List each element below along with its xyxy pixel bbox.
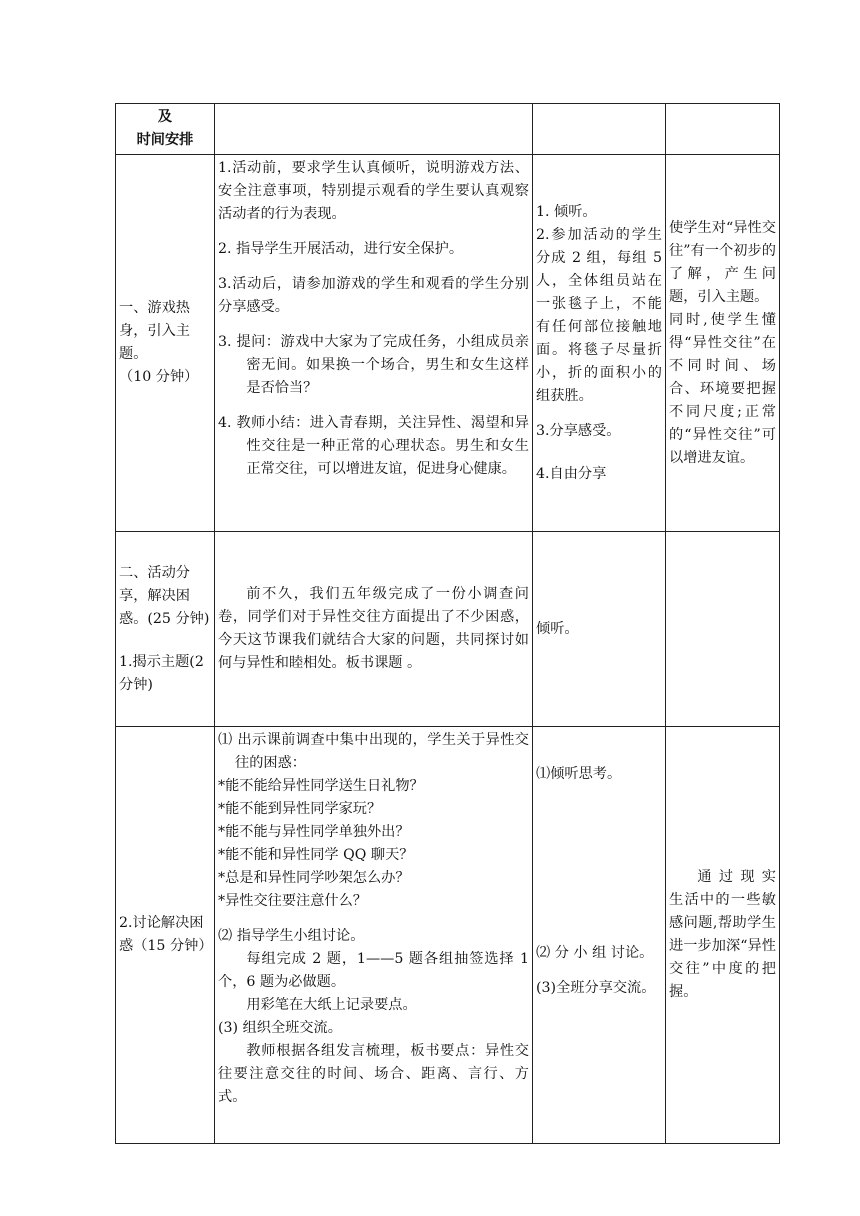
student-activity-cell: ⑴倾听思考。 ⑵ 分 小 组 讨论。 (3)全班分享交流。 <box>533 727 666 1144</box>
table-row <box>116 727 780 1144</box>
table-row <box>116 104 780 155</box>
lesson-plan-table <box>115 103 780 1144</box>
stage-cell: 二、活动分享，解决困惑。(25 分钟) 1.揭示主题(2 分钟) <box>116 532 215 727</box>
student-activity-cell: 1. 倾听。 2.参加活动的学生分成 2 组，每组 5 人，全体组员站在一张毯子上，不能有任何部位接触地面。将毯子尽量折小，折的面积小的组获胜。 3.分享感受。 4.自由分享 <box>533 155 666 532</box>
teacher-activity-cell: 1.活动前，要求学生认真倾听，说明游戏方法、安全注意事项，特别提示观看的学生要认真观察活动者的行为表现。 2. 指导学生开展活动，进行安全保护。 3.活动后，请参加游戏的学生和观看的学生分别分享感受。 3. 提问：游戏中大家为了完成任务，小组成员亲密无间。如果换一个场合，男生和女生这样是否恰当？ 4. 教师小结：进入青春期，关注异性、渴望和异性交往是一种正常的心理状态。男生和女生正常交往，可以增进友谊，促进身心健康。 <box>215 155 533 532</box>
teacher-activity-cell: ⑴ 出示课前调查中集中出现的，学生关于异性交往的困惑： *能不能给异性同学送生日礼物？ *能不能到异性同学家玩？ *能不能与异性同学单独外出？ *能不能和异性同学 QQ 聊天？ *总是和异性同学吵架怎么办？ *异性交往要注意什么？ ⑵ 指导学生小组讨论。 每组完成 2 题，1——5 题各组抽签选择 1 个，6 题为必做题。 用彩笔在大纸上记录要点。 (3) 组织全班交流。 教师根据各组发言梳理，板书要点：异性交往要注意交往的时间、场合、距离、言行、方式。 <box>215 727 533 1144</box>
purpose-cell <box>666 532 780 727</box>
header-cell-empty-4 <box>666 104 780 155</box>
stage-cell: 2.讨论解决困惑（15 分钟） <box>116 727 215 1144</box>
purpose-cell: 使学生对“异性交往”有一个初步的了解，产生问题，引入主题。 同时,使学生懂得“异性交往”在不同时间、场合、环境要把握不同尺度;正常的“异性交往”可以增进友谊。 <box>666 155 780 532</box>
teacher-activity-cell: 前不久，我们五年级完成了一份小调查问卷，同学们对于异性交往方面提出了不少困惑，今天这节课我们就结合大家的问题，共同探讨如何与异性和睦相处。板书课题 。 <box>215 532 533 727</box>
header-cell-empty-2 <box>215 104 533 155</box>
table-row <box>116 155 780 532</box>
purpose-cell: 通 过 现 实生活中的一些敏感问题,帮助学生进一步加深“异性交往”中度的把握。 <box>666 727 780 1144</box>
header-cell-empty-3 <box>533 104 666 155</box>
table-row <box>116 532 780 727</box>
student-activity-cell: 倾听。 <box>533 532 666 727</box>
header-cell-stage: 及 时间安排 <box>116 104 215 155</box>
stage-cell: 一、游戏热 身，引入主 题。 （10 分钟） <box>116 155 215 532</box>
